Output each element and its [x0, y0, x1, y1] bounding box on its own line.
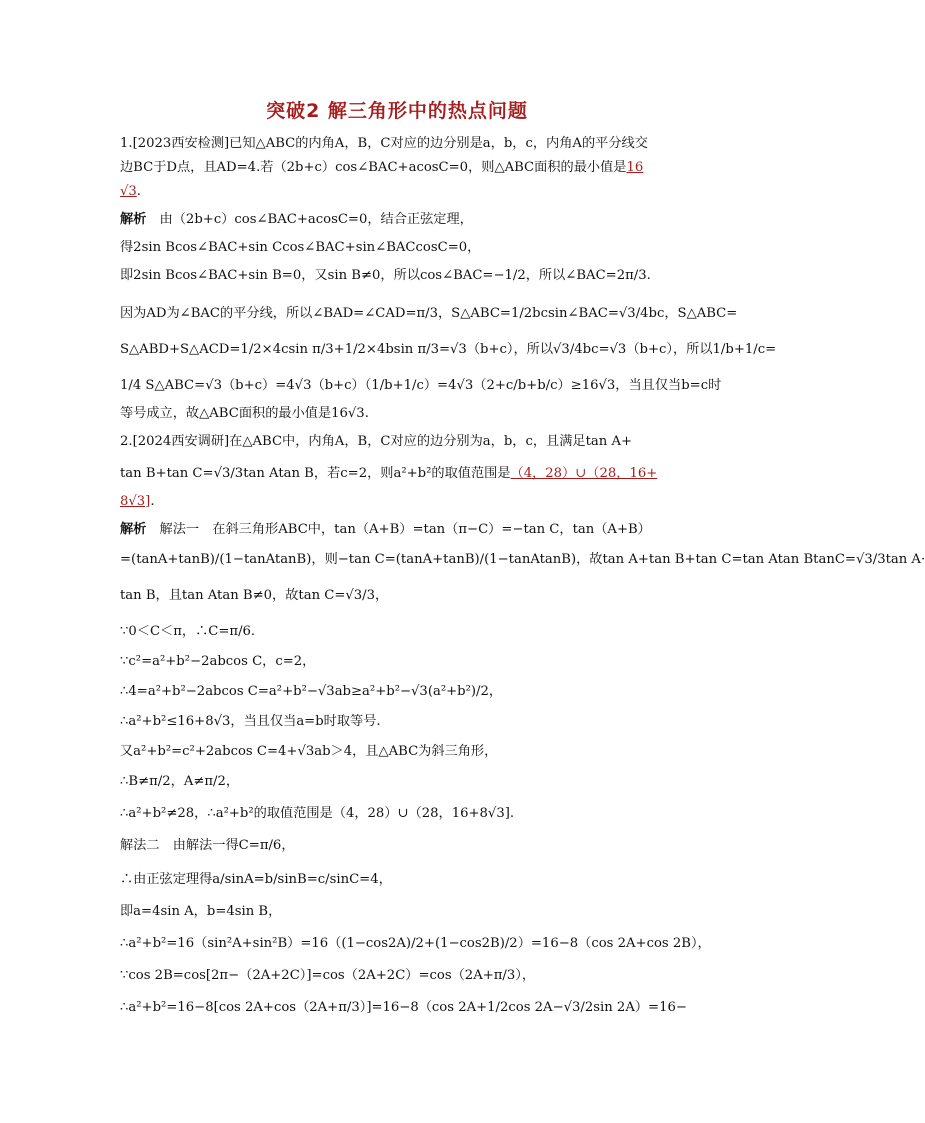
text-line: 1.[2023西安检测]已知△ABC的内角A，B，C对应的边分别是a，b，c，内角A的平分线交 [120, 136, 648, 151]
text-line: ∴由正弦定理得a/sinA=b/sinB=c/sinC=4， [120, 872, 392, 887]
text-line: 因为AD为∠BAC的平分线，所以∠BAD=∠CAD=π/3，S△ABC=1/2bcsin∠BAC=√3/4bc，S△ABC= [120, 306, 738, 321]
text-line: 即2sin Bcos∠BAC+sin B=0，又sin B≠0，所以cos∠BAC=−1/2，所以∠BAC=2π/3. [120, 268, 651, 283]
text-line: S△ABD+S△ACD=1/2×4csin π/3+1/2×4bsin π/3=√3（b+c），所以√3/4bc=√3（b+c），所以1/b+1/c= [120, 342, 777, 357]
text-line: ∴a²+b²≤16+8√3，当且仅当a=b时取等号. [120, 714, 381, 729]
text-line: 边BC于D点，且AD=4.若（2b+c）cos∠BAC+acosC=0，则△ABC面积的最小值是16 [120, 160, 644, 175]
text-line: 等号成立，故△ABC面积的最小值是16√3. [120, 406, 369, 421]
text-line: tan B+tan C=√3/3tan Atan B，若c=2，则a²+b²的取值范围是（4，28）∪（28，16+ [120, 466, 658, 481]
text-line: 得2sin Bcos∠BAC+sin Ccos∠BAC+sin∠BACcosC=0， [120, 240, 481, 255]
text-line: 解析 由（2b+c）cos∠BAC+acosC=0，结合正弦定理， [120, 212, 473, 227]
text-line: ∵c²=a²+b²−2abcos C，c=2， [120, 654, 316, 669]
solution-label: 解析 [120, 212, 147, 227]
text-line: ∴a²+b²=16−8[cos 2A+cos（2A+π/3）]=16−8（cos 2A+1/2cos 2A−√3/2sin 2A）=16− [120, 1000, 687, 1015]
answer-blank: √3 [120, 184, 137, 199]
text-line: tan B，且tan Atan B≠0，故tan C=√3/3， [120, 588, 389, 603]
text-line: 解法二 由解法一得C=π/6， [120, 838, 295, 853]
answer-blank: 8√3] [120, 494, 151, 509]
text-line: 2.[2024西安调研]在△ABC中，内角A，B，C对应的边分别为a，b，c，且满足tan A+ [120, 434, 633, 449]
text-line: 即a=4sin A，b=4sin B， [120, 904, 282, 919]
text-line: 解析 解法一 在斜三角形ABC中，tan（A+B）=tan（π−C）=−tan C，tan（A+B） [120, 522, 651, 537]
text-line: ∴B≠π/2，A≠π/2， [120, 774, 240, 789]
page-title: 突破2 解三角形中的热点问题 [266, 100, 528, 122]
text-line: √3. [120, 184, 141, 199]
text-line: =(tanA+tanB)/(1−tanAtanB)，则−tan C=(tanA+tanB)/(1−tanAtanB)，故tan A+tan B+tan C=tan Atan BtanC=√3/3tan A· [120, 552, 925, 567]
text-line: ∴a²+b²=16（sin²A+sin²B）=16（(1−cos2A)/2+(1−cos2B)/2）=16−8（cos 2A+cos 2B）， [120, 936, 711, 951]
solution-label: 解析 [120, 522, 147, 537]
text-line: ∴4=a²+b²−2abcos C=a²+b²−√3ab≥a²+b²−√3(a²+b²)/2， [120, 684, 503, 699]
text-line: ∵0＜C＜π，∴C=π/6. [120, 624, 256, 639]
text-line: ∴a²+b²≠28，∴a²+b²的取值范围是（4，28）∪（28，16+8√3]. [120, 806, 515, 821]
text-line: 又a²+b²=c²+2abcos C=4+√3ab＞4，且△ABC为斜三角形， [120, 744, 498, 759]
text-line: ∵cos 2B=cos[2π−（2A+2C）]=cos（2A+2C）=cos（2A+π/3）， [120, 968, 536, 983]
text-line: 1/4 S△ABC=√3（b+c）=4√3（b+c）（1/b+1/c）=4√3（2+c/b+b/c）≥16√3，当且仅当b=c时 [120, 378, 722, 393]
text-line: 8√3]. [120, 494, 155, 509]
answer-blank: 16 [626, 160, 644, 175]
answer-blank: （4，28）∪（28，16+ [510, 466, 658, 481]
